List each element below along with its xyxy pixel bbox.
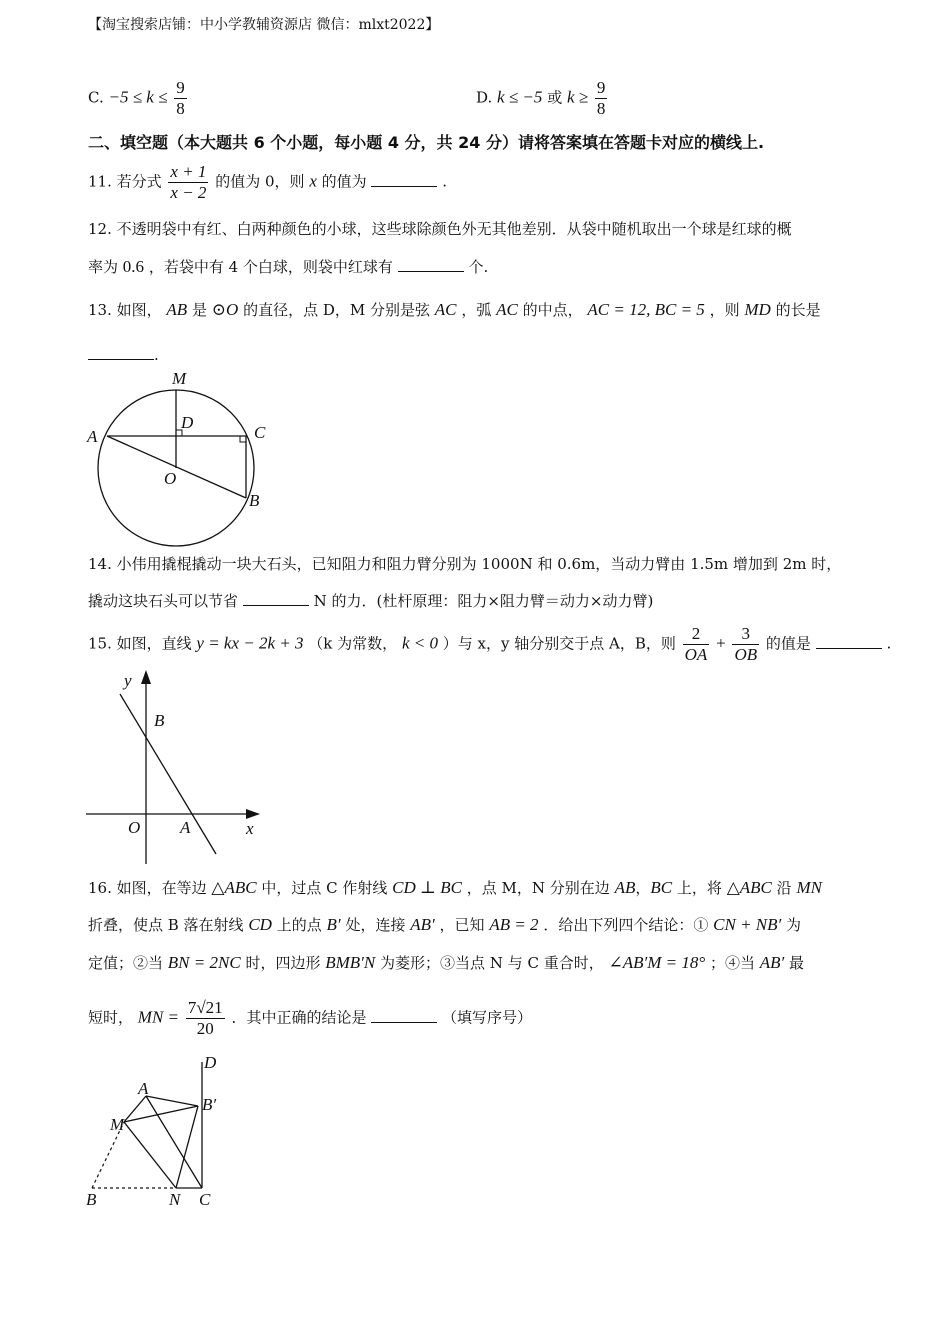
q16-ab2: AB = 2 (489, 915, 539, 934)
q15-f2-num: 3 (732, 624, 759, 645)
q16-label-a: A (138, 1079, 149, 1098)
q13-label-m: M (172, 369, 187, 388)
q15-f2-den: OB (734, 645, 758, 664)
q13-end: . (154, 346, 159, 364)
q13-cond: AC = 12, BC = 5 (587, 300, 705, 319)
q16-l1f: 沿 (776, 879, 792, 897)
option-d-fraction (595, 78, 608, 119)
q15-x-arrow (246, 809, 260, 819)
q16-l3a: 定值；②当 (88, 954, 164, 972)
q16-frac-num: 7√21 (187, 998, 223, 1017)
q16-l1e: 上，将 (676, 879, 722, 897)
q11-mid2: 的值为 (321, 172, 367, 191)
q16-cd: CD (248, 915, 272, 934)
q16-label-bp: B′ (202, 1095, 217, 1114)
q15-end: . (886, 634, 892, 653)
q13-circle-figure (80, 368, 280, 548)
q16-l2b: 上的点 (276, 916, 322, 934)
q11-var: x (309, 171, 317, 191)
q15-fraction-2 (732, 624, 759, 665)
q13-p2: 是 (191, 301, 207, 319)
question-16-line4 (88, 998, 532, 1039)
question-12-line1: 12. 不透明袋中有红、白两种颜色的小球，这些球除颜色外无其他差别．从袋中随机取出一个球是红球的概 (88, 220, 792, 238)
q16-mn2: MN = (137, 1007, 180, 1027)
q13-label-c: C (254, 423, 266, 442)
q16-l4a: 短时， (88, 1008, 134, 1027)
q13-p6: ，则 (709, 301, 740, 319)
q16-bc: BC (650, 878, 673, 897)
q11-fraction (168, 162, 208, 203)
q16-label-d: D (204, 1053, 217, 1072)
option-d-expr-right: k ≥ (566, 87, 589, 107)
q16-label-b: B (86, 1190, 97, 1209)
q11-den: x − 2 (170, 183, 207, 202)
q13-circle: ⊙O (211, 300, 239, 319)
q16-l3d: ；④当 (709, 954, 755, 972)
q15-plus: + (716, 633, 726, 653)
option-d-or: 或 (547, 88, 563, 107)
q15-fraction-1 (683, 624, 710, 665)
q13-ac2: AC (496, 300, 518, 319)
q13-label-o: O (164, 469, 177, 488)
q13-p5: 的中点， (522, 301, 583, 319)
q16-label-m: M (110, 1115, 125, 1134)
q16-l3e: 最 (789, 954, 805, 972)
q11-prefix: 11. 若分式 (88, 172, 162, 191)
q16-quad: BMB′N (325, 953, 376, 972)
q16-l1b: 中，过点 C 作射线 (261, 879, 388, 897)
q16-perp: CD ⊥ BC (392, 878, 462, 897)
q15-p1: 15. 如图，直线 (88, 634, 192, 653)
q13-right-angle-c (240, 436, 246, 442)
question-12-line2 (88, 256, 488, 278)
q12-line2c: 个. (468, 258, 489, 276)
q16-tri2: △ABC (726, 878, 772, 897)
q16-bp: B′ (326, 915, 341, 934)
q12-answer-blank[interactable] (398, 257, 464, 272)
q16-label-c: C (199, 1190, 211, 1209)
q13-ac: AC (434, 300, 457, 319)
q14-answer-blank[interactable] (243, 591, 309, 606)
q15-p3: ）与 x，y 轴分别交于点 A，B，则 (442, 634, 676, 653)
q13-label-a: A (87, 427, 98, 446)
question-16-line2 (88, 914, 801, 936)
q16-ab: AB (614, 878, 636, 897)
q14-line2b: N 的力．(杜杆原理：阻力×阻力臂＝动力×动力臂) (313, 592, 654, 610)
question-11 (88, 162, 447, 203)
q11-mid1: 的值为 0，则 (215, 172, 305, 191)
question-15 (88, 624, 891, 665)
question-16-line1 (88, 877, 822, 899)
q16-answer-blank[interactable] (371, 1008, 437, 1023)
q16-angle: ∠AB′M = 18° (608, 953, 706, 972)
q12-line2a: 率为 (88, 258, 119, 276)
q15-answer-blank[interactable] (816, 634, 882, 649)
q15-eq: y = kx − 2k + 3 (196, 633, 304, 653)
option-d-num: 9 (596, 78, 606, 97)
q11-num: x + 1 (170, 162, 207, 181)
q14-line2a: 撬动这块石头可以节省 (88, 592, 239, 610)
q16-l2d: ，已知 (439, 916, 485, 934)
q12-prob: 0.6 (122, 257, 145, 276)
question-13 (88, 299, 821, 321)
q16-abp: AB′ (410, 915, 435, 934)
q11-end: . (442, 172, 447, 191)
q16-abp2: AB′ (759, 953, 785, 972)
q13-label-d: D (181, 413, 194, 432)
option-c-num: 9 (176, 78, 185, 97)
q15-f1-den: OA (684, 645, 708, 664)
q16-tri1: △ABC (211, 878, 257, 897)
q16-c1: CN + NB′ (713, 915, 782, 934)
q16-l3b: 时，四边形 (245, 954, 321, 972)
q16-l2e: ．给出下列四个结论：① (543, 916, 709, 934)
q16-l1d: ， (635, 879, 651, 897)
q15-label-y: y (124, 671, 132, 690)
q16-label-n: N (169, 1190, 181, 1209)
question-16-line3 (88, 952, 804, 974)
option-c-fraction (174, 78, 187, 119)
q16-l2c: 处，连接 (345, 916, 406, 934)
q13-md: MD (744, 300, 771, 319)
q16-l3c: 为菱形；③当点 N 与 C 重合时， (380, 954, 604, 972)
q13-answer-line (88, 344, 159, 366)
q16-l1c: ，点 M，N 分别在边 (466, 879, 610, 897)
q16-l2a: 折叠，使点 B 落在射线 (88, 916, 244, 934)
q13-p4: ，弧 (461, 301, 492, 319)
q13-p7: 的长是 (775, 301, 821, 319)
q16-l1a: 16. 如图，在等边 (88, 879, 207, 897)
question-14-line2 (88, 590, 653, 612)
q15-f1-num: 2 (683, 624, 710, 645)
q13-ab: AB (166, 300, 188, 319)
q16-fraction (186, 998, 225, 1039)
option-c (88, 78, 189, 119)
q13-answer-blank[interactable] (88, 345, 154, 360)
q15-label-b: B (154, 711, 165, 730)
option-d-den: 8 (596, 99, 606, 118)
page-header: 【淘宝搜索店铺：中小学教辅资源店 微信：mlxt2022】 (88, 17, 440, 33)
question-14-line1: 14. 小伟用撬棍撬动一块大石头，已知阻力和阻力臂分别为 1000N 和 0.6m，当动力臂由 1.5m 增加到 2m 时， (88, 555, 842, 573)
q16-c2: BN = 2NC (167, 953, 241, 972)
q15-label-a: A (180, 818, 191, 837)
q16-l2f: 为 (786, 916, 802, 934)
option-c-den: 8 (176, 99, 185, 118)
q15-y-arrow (141, 670, 151, 684)
option-c-label: C. (88, 88, 104, 107)
q16-fold-figure (80, 1050, 240, 1210)
q13-p3: 的直径，点 D，M 分别是弦 (243, 301, 431, 319)
q15-p4: 的值是 (765, 634, 811, 653)
option-c-expr: −5 ≤ k ≤ (108, 87, 168, 107)
q16-frac-den: 20 (196, 1019, 214, 1038)
q16-seg-abp (146, 1096, 198, 1106)
option-d-expr-left: k ≤ −5 (497, 87, 543, 107)
q16-seg-ac (146, 1096, 202, 1188)
q13-p1: 13. 如图， (88, 301, 162, 319)
q15-label-o: O (128, 818, 141, 837)
q12-line2b: ，若袋中有 4 个白球，则袋中红球有 (148, 258, 393, 276)
q15-graph-figure (80, 664, 280, 874)
option-d (476, 78, 609, 119)
section-2-title: 二、填空题（本大题共 6 个小题，每小题 4 分，共 24 分）请将答案填在答题卡对应的横线上. (88, 133, 765, 152)
q15-label-x: x (246, 819, 254, 838)
q16-mn: MN (796, 878, 822, 897)
q13-label-b: B (249, 491, 260, 510)
q15-cond: k < 0 (401, 633, 438, 653)
q15-p2: （k 为常数， (308, 634, 398, 653)
q16-l4b: ．其中正确的结论是 (231, 1008, 367, 1027)
q11-answer-blank[interactable] (371, 172, 437, 187)
option-d-label: D. (476, 88, 493, 107)
q16-l4c: （填写序号） (442, 1008, 533, 1027)
